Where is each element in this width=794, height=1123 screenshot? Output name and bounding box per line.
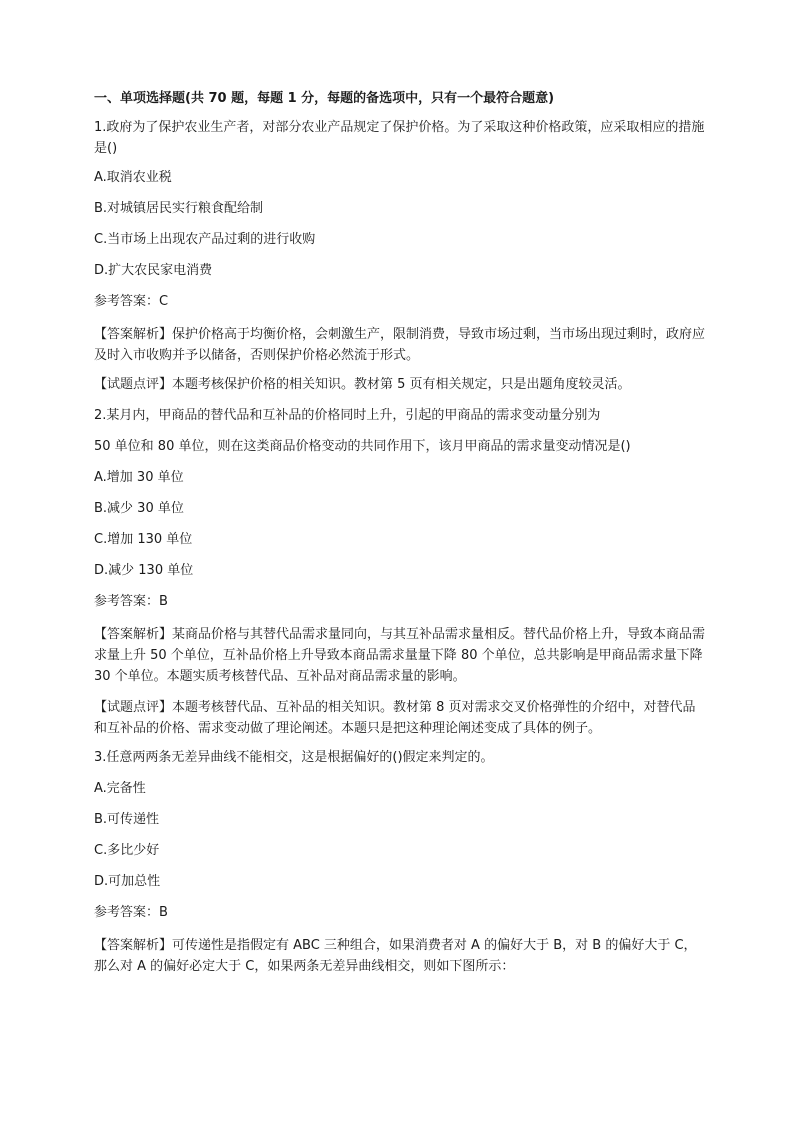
answer-key: 参考答案：B xyxy=(94,594,168,609)
option-b: B.对城镇居民实行粮食配给制 xyxy=(94,201,264,216)
option-c: C.增加 130 单位 xyxy=(94,532,193,547)
answer-key: 参考答案：C xyxy=(94,294,169,309)
option-a: A.增加 30 单位 xyxy=(94,470,184,485)
answer-analysis: 【答案解析】保护价格高于均衡价格，会刺激生产，限制消费，导致市场过剩，当市场出现过剩时，政府应及时入市收购并予以储备，否则保护价格必然流于形式。 xyxy=(94,327,706,363)
question-1 xyxy=(94,117,706,394)
option-d: D.可加总性 xyxy=(94,874,161,889)
answer-analysis: 【答案解析】某商品价格与其替代品需求量同向，与其互补品需求量相反。替代品价格上升，导致本商品需求量上升 50 个单位，互补品价格上升导致本商品需求量量下降 80 个单位，总共影响是甲商品需求量下降 30 个单位。本题实质考核替代品、互补品对商品需求量的影响。 xyxy=(94,627,706,684)
question-stem: 3.任意两两条无差异曲线不能相交，这是根据偏好的()假定来判定的。 xyxy=(94,750,494,765)
question-3 xyxy=(94,749,706,977)
section-heading: 一、单项选择题(共 70 题，每题 1 分，每题的备选项中，只有一个最符合题意) xyxy=(94,91,555,106)
answer-key: 参考答案：B xyxy=(94,905,168,920)
question-2 xyxy=(94,407,706,739)
question-comment: 【试题点评】本题考核保护价格的相关知识。教材第 5 页有相关规定，只是出题角度较灵活。 xyxy=(94,377,631,392)
answer-analysis: 【答案解析】可传递性是指假定有 ABC 三种组合，如果消费者对 A 的偏好大于 B，对 B 的偏好大于 C，那么对 A 的偏好必定大于 C，如果两条无差异曲线相交，则如下图所示： xyxy=(94,938,697,974)
option-b: B.减少 30 单位 xyxy=(94,501,184,516)
document-page xyxy=(94,90,706,987)
option-b: B.可传递性 xyxy=(94,812,160,827)
question-comment: 【试题点评】本题考核替代品、互补品的相关知识。教材第 8 页对需求交叉价格弹性的介绍中，对替代品和互补品的价格、需求变动做了理论阐述。本题只是把这种理论阐述变成了具体的例子。 xyxy=(94,700,696,736)
question-stem-line-2: 50 单位和 80 单位，则在这类商品价格变动的共同作用下，该月甲商品的需求量变动情况是() xyxy=(94,439,631,454)
option-c: C.多比少好 xyxy=(94,843,160,858)
option-a: A.取消农业税 xyxy=(94,170,172,185)
option-c: C.当市场上出现农产品过剩的进行收购 xyxy=(94,232,316,247)
option-a: A.完备性 xyxy=(94,781,146,796)
option-d: D.减少 130 单位 xyxy=(94,563,194,578)
option-d: D.扩大农民家电消费 xyxy=(94,263,213,278)
question-stem-line-1: 2.某月内，甲商品的替代品和互补品的价格同时上升，引起的甲商品的需求变动量分别为 xyxy=(94,408,601,423)
question-stem: 1.政府为了保护农业生产者，对部分农业产品规定了保护价格。为了采取这种价格政策，应采取相应的措施是() xyxy=(94,120,705,156)
